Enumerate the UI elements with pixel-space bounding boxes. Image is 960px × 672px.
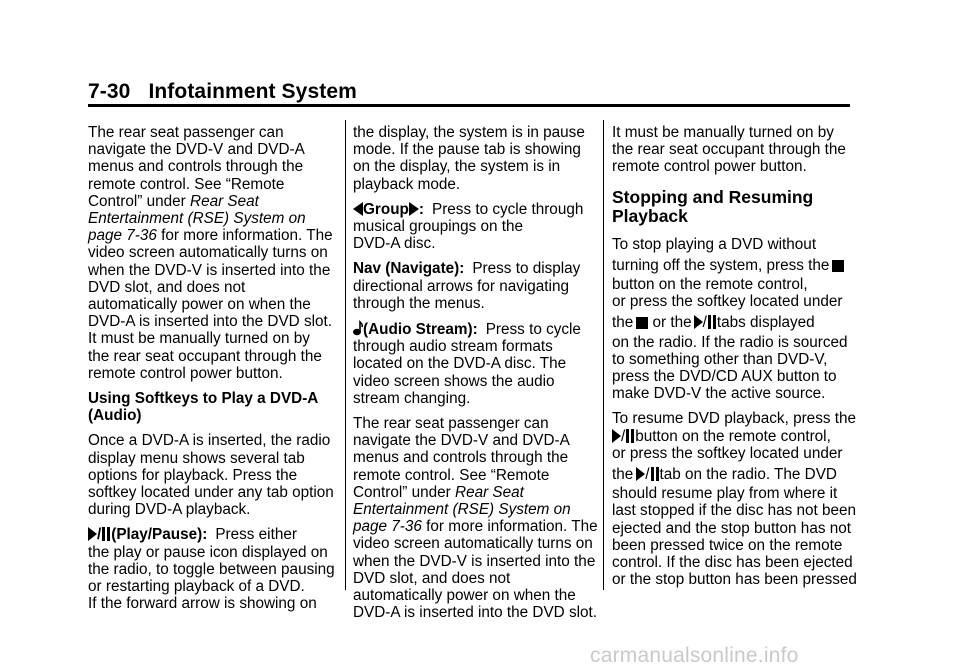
text-line: make DVD-V the active source. bbox=[612, 385, 826, 403]
text-line: DVD-A is inserted into the DVD slot. bbox=[353, 604, 597, 622]
stop-icon bbox=[636, 317, 648, 329]
cross-reference[interactable]: Rear Seat bbox=[455, 483, 524, 501]
text-line: (Audio Stream): Press to cycle bbox=[353, 320, 603, 338]
text-line: button on the remote control, bbox=[612, 276, 808, 294]
text-line: the rear seat occupant through the bbox=[88, 347, 322, 365]
text-line: last stopped if the disc has not been bbox=[612, 502, 857, 520]
text-line: or press the softkey located under bbox=[612, 444, 843, 462]
text-line: page 7-36 for more information. The bbox=[88, 227, 333, 245]
column-divider bbox=[603, 120, 604, 590]
text-line: or the stop button has been pressed bbox=[612, 571, 857, 589]
nav-label: Nav (Navigate): bbox=[353, 260, 465, 278]
text-line: during DVD-A playback. bbox=[88, 501, 251, 519]
pause-icon bbox=[707, 315, 717, 329]
text-line: video screen automatically turns on bbox=[88, 244, 328, 262]
section-title: Infotainment System bbox=[148, 80, 357, 103]
text-line: remote control. See “Remote bbox=[353, 466, 550, 484]
text-line: Control” under Rear Seat bbox=[88, 192, 259, 210]
page-header bbox=[88, 80, 375, 104]
text-line: video screen automatically turns on bbox=[353, 535, 593, 553]
play-icon bbox=[636, 467, 645, 481]
text-line: on the display, the system is in bbox=[353, 158, 561, 176]
text-line: The rear seat passenger can bbox=[88, 124, 284, 141]
text-line: located on the DVD-A disc. The bbox=[353, 355, 567, 373]
column-2 bbox=[353, 124, 603, 629]
pause-icon bbox=[650, 467, 660, 481]
header-rule bbox=[88, 104, 850, 107]
paragraph bbox=[353, 415, 603, 621]
text-line: musical groupings on the bbox=[353, 218, 524, 236]
pause-icon bbox=[625, 429, 635, 443]
cross-reference[interactable]: Entertainment (RSE) System on bbox=[353, 501, 571, 519]
text-line: display menu shows several tab bbox=[88, 449, 305, 467]
text-line: on the radio. If the radio is sourced bbox=[612, 333, 848, 351]
next-icon bbox=[409, 202, 419, 216]
text-line: directional arrows for navigating bbox=[353, 277, 569, 295]
text-line: or restarting playback of a DVD. bbox=[88, 578, 305, 596]
text-line: turning off the system, press the bbox=[612, 257, 862, 274]
previous-icon bbox=[353, 202, 363, 216]
text-line: automatically power on when the bbox=[353, 587, 576, 605]
text-line: The rear seat passenger can bbox=[353, 415, 549, 433]
text-line: DVD slot, and does not bbox=[353, 569, 511, 587]
paragraph bbox=[353, 260, 603, 312]
paragraph bbox=[612, 410, 862, 588]
text-line: or press the softkey located under bbox=[612, 293, 843, 311]
audio-stream-label: (Audio Stream): bbox=[363, 321, 478, 339]
paragraph bbox=[612, 124, 862, 176]
page-reference[interactable]: page 7-36 bbox=[88, 227, 157, 245]
text-line: the play or pause icon displayed on bbox=[88, 543, 328, 561]
text-line: It must be manually turned on by bbox=[612, 124, 834, 141]
text-line: menus and controls through the bbox=[88, 158, 304, 176]
cross-reference[interactable]: Rear Seat bbox=[190, 192, 259, 210]
text-line: Nav (Navigate): Press to display bbox=[353, 260, 581, 278]
column-3 bbox=[612, 124, 862, 596]
text-line: remote control. See “Remote bbox=[88, 175, 285, 193]
paragraph bbox=[88, 432, 336, 518]
text-line: been pressed twice on the remote bbox=[612, 536, 843, 554]
text-line: To stop playing a DVD without bbox=[612, 235, 817, 253]
text-line: the / tab on the radio. The DVD bbox=[612, 466, 837, 484]
text-line: the display, the system is in pause bbox=[353, 124, 585, 141]
text-line: video screen shows the audio bbox=[353, 372, 555, 390]
text-line: automatically power on when the bbox=[88, 296, 311, 314]
text-line: through the menus. bbox=[353, 294, 485, 312]
column-1 bbox=[88, 124, 336, 620]
page-reference[interactable]: page 7-36 bbox=[353, 518, 422, 536]
text-line: Control” under Rear Seat bbox=[353, 483, 524, 501]
text-line: playback mode. bbox=[353, 175, 461, 193]
text-line: remote control power button. bbox=[88, 364, 283, 382]
paragraph bbox=[88, 124, 336, 382]
text-line: stream changing. bbox=[353, 389, 471, 407]
text-line: mode. If the pause tab is showing bbox=[353, 141, 581, 159]
text-line: options for playback. Press the bbox=[88, 466, 298, 484]
text-line: DVD-A disc. bbox=[353, 235, 436, 253]
section-heading: Stopping and Resuming Playback bbox=[612, 186, 814, 226]
page-number: 7-30 bbox=[88, 80, 131, 103]
text-line: / (Play/Pause): Press either bbox=[88, 526, 336, 543]
text-line: when the DVD-V is inserted into the bbox=[88, 261, 331, 279]
watermark: carmanualsonline.info bbox=[590, 644, 799, 667]
text-line: page 7-36 for more information. The bbox=[353, 518, 598, 536]
column-divider bbox=[345, 120, 346, 590]
text-line: through audio stream formats bbox=[353, 338, 553, 356]
text-line: the rear seat occupant through the bbox=[612, 141, 846, 159]
paragraph bbox=[353, 124, 603, 193]
pause-icon bbox=[101, 527, 111, 541]
paragraph bbox=[353, 201, 603, 253]
play-icon bbox=[88, 527, 97, 541]
text-line: to something other than DVD-V, bbox=[612, 350, 828, 368]
text-line: / button on the remote control, bbox=[612, 428, 862, 445]
play-icon bbox=[612, 429, 621, 443]
text-line: navigate the DVD-V and DVD-A bbox=[353, 432, 570, 450]
text-line: DVD-A is inserted into the DVD slot. bbox=[88, 313, 332, 331]
text-line: If the forward arrow is showing on bbox=[88, 595, 317, 613]
text-line: remote control power button. bbox=[612, 158, 807, 176]
text-line: menus and controls through the bbox=[353, 449, 569, 467]
text-line: DVD slot, and does not bbox=[88, 278, 246, 296]
text-line: Group : Press to cycle through bbox=[353, 201, 603, 218]
text-line: ejected and the stop button has not bbox=[612, 519, 851, 537]
text-line: the radio, to toggle between pausing bbox=[88, 560, 335, 578]
text-line: Once a DVD-A is inserted, the radio bbox=[88, 432, 331, 450]
text-line: control. If the disc has been ejected bbox=[612, 554, 853, 572]
text-line: To resume DVD playback, press the bbox=[612, 410, 857, 428]
cross-reference[interactable]: Entertainment (RSE) System on bbox=[88, 210, 306, 228]
text-line: navigate the DVD-V and DVD-A bbox=[88, 141, 305, 159]
text-line: should resume play from where it bbox=[612, 485, 838, 503]
text-line: press the DVD/CD AUX button to bbox=[612, 368, 837, 386]
text-line: the or the / tabs displayed bbox=[612, 314, 815, 332]
group-label: Group bbox=[363, 200, 409, 218]
paragraph bbox=[612, 236, 862, 403]
text-line: It must be manually turned on by bbox=[88, 330, 310, 348]
paragraph bbox=[88, 526, 336, 612]
text-line: softkey located under any tab option bbox=[88, 484, 334, 502]
play-icon bbox=[694, 315, 703, 329]
paragraph bbox=[353, 320, 603, 407]
text-line: when the DVD-V is inserted into the bbox=[353, 552, 596, 570]
audio-stream-icon bbox=[353, 320, 363, 336]
play-pause-label: (Play/Pause): bbox=[111, 526, 208, 544]
subheading: Using Softkeys to Play a DVD-A (Audio) bbox=[88, 390, 319, 425]
stop-icon bbox=[832, 260, 844, 272]
